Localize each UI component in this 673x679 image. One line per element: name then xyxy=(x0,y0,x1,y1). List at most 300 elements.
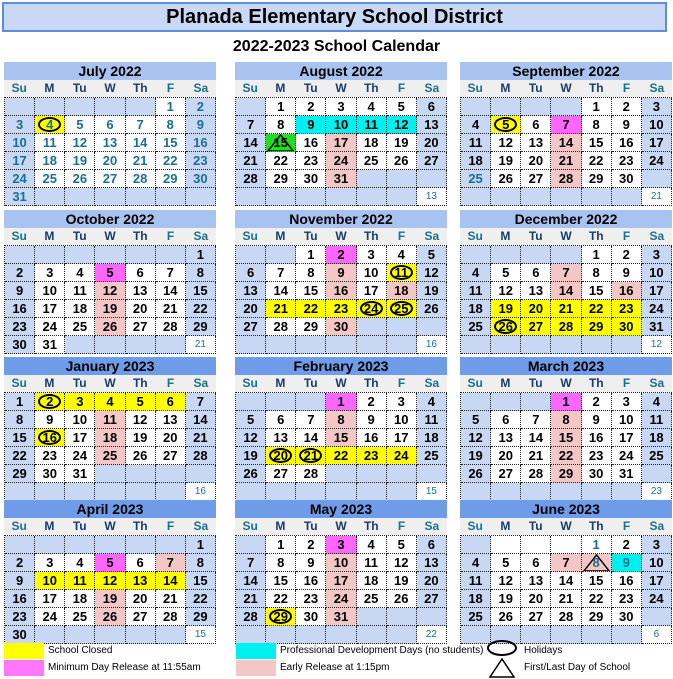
day-cell xyxy=(582,411,612,429)
day-cell xyxy=(582,536,612,554)
empty-cell xyxy=(65,626,95,644)
day-number: 13 xyxy=(528,135,544,150)
weekday-label: F xyxy=(397,229,406,243)
empty-cell xyxy=(236,188,266,206)
day-number: 4 xyxy=(471,265,480,280)
day-cell xyxy=(65,465,95,483)
day-number: 18 xyxy=(424,430,439,445)
day-number: 28 xyxy=(193,448,208,463)
day-cell xyxy=(95,393,125,411)
legend-school-closed: School Closed xyxy=(48,645,113,656)
empty-cell xyxy=(551,246,581,264)
day-number: 26 xyxy=(498,609,513,624)
day-cell xyxy=(156,447,186,465)
day-cell xyxy=(326,536,356,554)
day-cell xyxy=(326,393,356,411)
day-number: 26 xyxy=(102,609,118,624)
day-number: 12 xyxy=(394,117,409,132)
weekday-label: M xyxy=(500,81,511,95)
day-cell xyxy=(551,572,581,590)
day-number: 2 xyxy=(337,247,345,262)
school-day-count: 23 xyxy=(642,483,672,501)
day-number: 22 xyxy=(588,153,604,168)
day-cell xyxy=(491,116,521,134)
day-cell xyxy=(186,554,216,572)
day-number: 17 xyxy=(72,430,88,445)
empty-cell xyxy=(357,608,387,626)
day-number: 2 xyxy=(592,394,600,409)
day-number: 13 xyxy=(163,412,178,427)
day-number: 6 xyxy=(532,265,540,280)
day-number: 26 xyxy=(498,319,513,334)
day-number: 13 xyxy=(528,573,544,588)
day-number: 10 xyxy=(72,412,88,427)
day-cell xyxy=(186,134,216,152)
day-cell xyxy=(266,282,296,300)
day-number: 21 xyxy=(303,448,319,463)
day-number: 26 xyxy=(424,301,439,316)
day-cell xyxy=(296,572,326,590)
day-cell xyxy=(582,572,612,590)
weekday-label: M xyxy=(275,519,286,533)
weekday-label: Sa xyxy=(424,519,440,533)
day-number: 9 xyxy=(622,555,630,570)
day-cell xyxy=(551,318,581,336)
day-number: 28 xyxy=(163,609,178,624)
day-cell xyxy=(521,116,551,134)
day-number: 19 xyxy=(394,135,409,150)
day-cell xyxy=(156,393,186,411)
day-number: 17 xyxy=(649,135,664,150)
weekday-label: M xyxy=(275,229,286,243)
day-number: 12 xyxy=(424,265,439,280)
empty-cell xyxy=(387,465,417,483)
month-title: February 2023 xyxy=(235,357,447,375)
day-cell xyxy=(296,465,326,483)
legend-first-last-day: First/Last Day of School xyxy=(524,662,631,673)
day-number: 24 xyxy=(333,153,349,168)
day-cell xyxy=(417,116,447,134)
day-grid xyxy=(4,97,216,206)
empty-cell xyxy=(326,465,356,483)
day-cell xyxy=(357,300,387,318)
day-cell xyxy=(236,318,266,336)
weekday-label: M xyxy=(500,519,511,533)
day-number: 15 xyxy=(588,283,604,298)
day-number: 2 xyxy=(15,555,24,570)
day-cell xyxy=(417,554,447,572)
weekday-header xyxy=(460,80,672,97)
day-cell xyxy=(521,264,551,282)
day-cell xyxy=(5,318,35,336)
day-number: 17 xyxy=(12,153,27,168)
day-cell xyxy=(296,264,326,282)
day-number: 26 xyxy=(243,466,258,481)
day-cell xyxy=(236,572,266,590)
day-number: 10 xyxy=(363,265,379,280)
day-cell xyxy=(582,429,612,447)
day-cell xyxy=(156,608,186,626)
day-cell xyxy=(612,152,642,170)
empty-cell xyxy=(612,336,642,354)
weekday-header xyxy=(235,228,447,245)
day-number: 16 xyxy=(193,135,208,150)
weekday-label: Sa xyxy=(193,229,209,243)
day-cell xyxy=(156,170,186,188)
day-number: 31 xyxy=(42,337,57,352)
month-october-2022 xyxy=(4,210,216,354)
day-cell xyxy=(582,152,612,170)
day-number: 6 xyxy=(277,412,285,427)
school-day-count: 13 xyxy=(417,188,447,206)
day-cell xyxy=(236,608,266,626)
day-number: 9 xyxy=(622,117,630,132)
empty-cell xyxy=(65,483,95,501)
weekday-label: F xyxy=(397,81,406,95)
day-cell xyxy=(95,152,125,170)
day-cell xyxy=(491,264,521,282)
day-cell xyxy=(551,590,581,608)
empty-cell xyxy=(35,536,65,554)
day-number: 9 xyxy=(337,265,345,280)
weekday-label: Su xyxy=(11,81,27,95)
school-closed-swatch xyxy=(4,643,44,659)
day-cell xyxy=(326,170,356,188)
day-cell xyxy=(236,465,266,483)
day-cell xyxy=(5,554,35,572)
day-cell xyxy=(126,170,156,188)
empty-cell xyxy=(582,188,612,206)
day-cell xyxy=(236,300,266,318)
day-number: 16 xyxy=(303,573,319,588)
day-number: 30 xyxy=(333,319,349,334)
day-number: 2 xyxy=(196,99,205,114)
day-cell xyxy=(387,246,417,264)
day-number: 1 xyxy=(592,99,600,114)
month-title: July 2022 xyxy=(4,62,216,80)
day-number: 21 xyxy=(558,591,574,606)
day-number: 20 xyxy=(424,573,439,588)
day-cell xyxy=(461,411,491,429)
day-cell xyxy=(612,318,642,336)
day-number: 6 xyxy=(106,117,114,132)
day-cell xyxy=(65,318,95,336)
day-number: 7 xyxy=(532,412,540,427)
day-number: 15 xyxy=(333,430,349,445)
day-cell xyxy=(296,608,326,626)
day-number: 8 xyxy=(592,117,600,132)
empty-cell xyxy=(65,536,95,554)
day-number: 1 xyxy=(15,394,24,409)
day-cell xyxy=(417,447,447,465)
day-number: 10 xyxy=(333,117,349,132)
day-number: 8 xyxy=(196,555,205,570)
day-grid xyxy=(235,245,447,354)
day-cell xyxy=(156,264,186,282)
legend-professional-development: Professional Development Days (no students) xyxy=(280,645,484,656)
weekday-label: M xyxy=(275,376,286,390)
day-cell xyxy=(326,447,356,465)
empty-cell xyxy=(461,246,491,264)
day-number: 26 xyxy=(102,319,118,334)
day-number: 24 xyxy=(42,609,57,624)
day-cell xyxy=(357,572,387,590)
day-cell xyxy=(186,282,216,300)
day-number: 23 xyxy=(619,591,634,606)
day-number: 11 xyxy=(72,573,87,588)
empty-cell xyxy=(521,246,551,264)
day-number: 24 xyxy=(394,448,409,463)
day-number: 13 xyxy=(273,430,288,445)
weekday-label: F xyxy=(397,519,406,533)
empty-cell xyxy=(551,626,581,644)
day-number: 10 xyxy=(649,117,664,132)
weekday-label: Tu xyxy=(528,376,543,390)
day-cell xyxy=(266,554,296,572)
empty-cell xyxy=(65,246,95,264)
school-day-count: 12 xyxy=(642,336,672,354)
empty-cell xyxy=(357,318,387,336)
empty-cell xyxy=(491,98,521,116)
day-cell xyxy=(95,590,125,608)
day-number: 19 xyxy=(498,301,513,316)
month-title: January 2023 xyxy=(4,357,216,375)
day-number: 6 xyxy=(136,555,144,570)
day-cell xyxy=(582,134,612,152)
empty-cell xyxy=(461,188,491,206)
day-cell xyxy=(491,300,521,318)
day-cell xyxy=(186,98,216,116)
day-number: 13 xyxy=(498,430,513,445)
day-cell xyxy=(387,300,417,318)
weekday-label: W xyxy=(560,229,572,243)
day-number: 14 xyxy=(303,430,319,445)
day-cell xyxy=(491,572,521,590)
day-cell xyxy=(95,282,125,300)
day-cell xyxy=(387,282,417,300)
day-number: 18 xyxy=(394,283,409,298)
day-number: 26 xyxy=(72,171,88,186)
day-number: 16 xyxy=(12,301,27,316)
day-cell xyxy=(642,536,672,554)
empty-cell xyxy=(35,98,65,116)
day-number: 3 xyxy=(652,99,661,114)
day-number: 6 xyxy=(246,265,255,280)
day-cell xyxy=(5,411,35,429)
day-cell xyxy=(266,116,296,134)
day-number: 16 xyxy=(588,430,604,445)
day-cell xyxy=(612,393,642,411)
day-number: 16 xyxy=(363,430,379,445)
day-number: 13 xyxy=(528,283,544,298)
day-number: 7 xyxy=(277,265,285,280)
day-number: 4 xyxy=(76,265,84,280)
day-number: 9 xyxy=(592,412,600,427)
day-number: 5 xyxy=(397,537,405,552)
weekday-label: Th xyxy=(588,81,604,95)
empty-cell xyxy=(156,465,186,483)
day-number: 29 xyxy=(588,319,604,334)
day-cell xyxy=(95,572,125,590)
day-number: 1 xyxy=(277,537,285,552)
day-number: 18 xyxy=(363,135,379,150)
weekday-label: Th xyxy=(132,376,148,390)
day-number: 3 xyxy=(622,394,630,409)
day-number: 6 xyxy=(136,265,144,280)
day-number: 5 xyxy=(502,265,510,280)
weekday-label: W xyxy=(560,376,572,390)
day-number: 24 xyxy=(333,591,349,606)
day-number: 7 xyxy=(196,394,205,409)
day-cell xyxy=(612,134,642,152)
day-cell xyxy=(551,170,581,188)
day-number: 11 xyxy=(468,283,483,298)
day-cell xyxy=(612,98,642,116)
day-number: 28 xyxy=(243,609,258,624)
day-number: 22 xyxy=(12,448,27,463)
weekday-label: Su xyxy=(242,229,258,243)
day-number: 23 xyxy=(619,301,634,316)
day-cell xyxy=(186,264,216,282)
day-cell xyxy=(612,590,642,608)
day-cell xyxy=(387,134,417,152)
day-cell xyxy=(461,152,491,170)
empty-cell xyxy=(642,170,672,188)
day-number: 20 xyxy=(163,430,178,445)
day-number: 12 xyxy=(102,573,118,588)
weekday-label: Su xyxy=(467,376,483,390)
day-number: 8 xyxy=(592,265,600,280)
day-number: 2 xyxy=(307,537,315,552)
day-cell xyxy=(582,554,612,572)
day-number: 29 xyxy=(588,609,604,624)
day-cell xyxy=(417,536,447,554)
day-number: 8 xyxy=(307,265,315,280)
day-cell xyxy=(642,554,672,572)
day-number: 2 xyxy=(46,394,54,409)
day-cell xyxy=(186,170,216,188)
day-cell xyxy=(65,170,95,188)
day-cell xyxy=(461,465,491,483)
day-number: 11 xyxy=(424,412,439,427)
day-cell xyxy=(612,447,642,465)
minimum-day-swatch xyxy=(4,660,44,676)
empty-cell xyxy=(357,483,387,501)
day-number: 17 xyxy=(333,573,349,588)
day-cell xyxy=(126,411,156,429)
day-number: 23 xyxy=(303,153,319,168)
weekday-label: Su xyxy=(11,519,27,533)
day-grid xyxy=(235,97,447,206)
month-title: December 2022 xyxy=(460,210,672,228)
day-number: 29 xyxy=(193,609,208,624)
day-number: 25 xyxy=(649,448,664,463)
day-number: 4 xyxy=(46,117,54,132)
legend-minimum-day: Minimum Day Release at 11:55am xyxy=(48,662,201,673)
day-number: 10 xyxy=(649,555,664,570)
day-cell xyxy=(461,572,491,590)
day-cell xyxy=(357,536,387,554)
day-cell xyxy=(387,429,417,447)
empty-cell xyxy=(126,188,156,206)
empty-cell xyxy=(95,188,125,206)
day-cell xyxy=(266,134,296,152)
day-cell xyxy=(521,572,551,590)
day-number: 9 xyxy=(15,283,24,298)
empty-cell xyxy=(95,536,125,554)
day-number: 14 xyxy=(193,412,208,427)
empty-cell xyxy=(95,626,125,644)
weekday-label: Tu xyxy=(528,81,543,95)
day-cell xyxy=(387,116,417,134)
empty-cell xyxy=(357,336,387,354)
day-cell xyxy=(612,264,642,282)
weekday-label: Su xyxy=(11,376,27,390)
day-cell xyxy=(5,590,35,608)
empty-cell xyxy=(491,536,521,554)
day-cell xyxy=(612,170,642,188)
month-august-2022 xyxy=(235,62,447,206)
day-number: 20 xyxy=(132,591,148,606)
day-cell xyxy=(95,134,125,152)
day-cell xyxy=(266,411,296,429)
day-number: 4 xyxy=(427,394,436,409)
day-cell xyxy=(186,393,216,411)
month-september-2022 xyxy=(460,62,672,206)
day-number: 28 xyxy=(558,171,574,186)
day-cell xyxy=(642,98,672,116)
day-number: 22 xyxy=(193,591,208,606)
day-cell xyxy=(95,300,125,318)
day-cell xyxy=(417,98,447,116)
day-cell xyxy=(126,554,156,572)
day-cell xyxy=(156,282,186,300)
day-cell xyxy=(186,152,216,170)
day-cell xyxy=(417,300,447,318)
day-number: 8 xyxy=(337,412,345,427)
day-number: 3 xyxy=(46,555,54,570)
day-grid xyxy=(460,392,672,501)
day-number: 9 xyxy=(622,265,630,280)
day-number: 8 xyxy=(15,412,24,427)
empty-cell xyxy=(126,98,156,116)
day-number: 20 xyxy=(273,448,288,463)
empty-cell xyxy=(296,336,326,354)
day-number: 12 xyxy=(72,135,88,150)
day-cell xyxy=(461,116,491,134)
day-cell xyxy=(521,465,551,483)
empty-cell xyxy=(357,170,387,188)
day-number: 14 xyxy=(558,135,574,150)
day-number: 3 xyxy=(397,394,405,409)
day-number: 6 xyxy=(166,394,174,409)
day-cell xyxy=(521,608,551,626)
day-number: 26 xyxy=(132,448,148,463)
day-cell xyxy=(582,170,612,188)
day-number: 18 xyxy=(468,153,483,168)
day-cell xyxy=(5,282,35,300)
empty-cell xyxy=(461,98,491,116)
day-cell xyxy=(387,536,417,554)
day-cell xyxy=(296,134,326,152)
day-cell xyxy=(186,590,216,608)
day-number: 29 xyxy=(12,466,27,481)
day-cell xyxy=(35,264,65,282)
day-number: 22 xyxy=(163,153,178,168)
day-cell xyxy=(126,318,156,336)
day-cell xyxy=(357,393,387,411)
school-day-count: 6 xyxy=(642,626,672,644)
